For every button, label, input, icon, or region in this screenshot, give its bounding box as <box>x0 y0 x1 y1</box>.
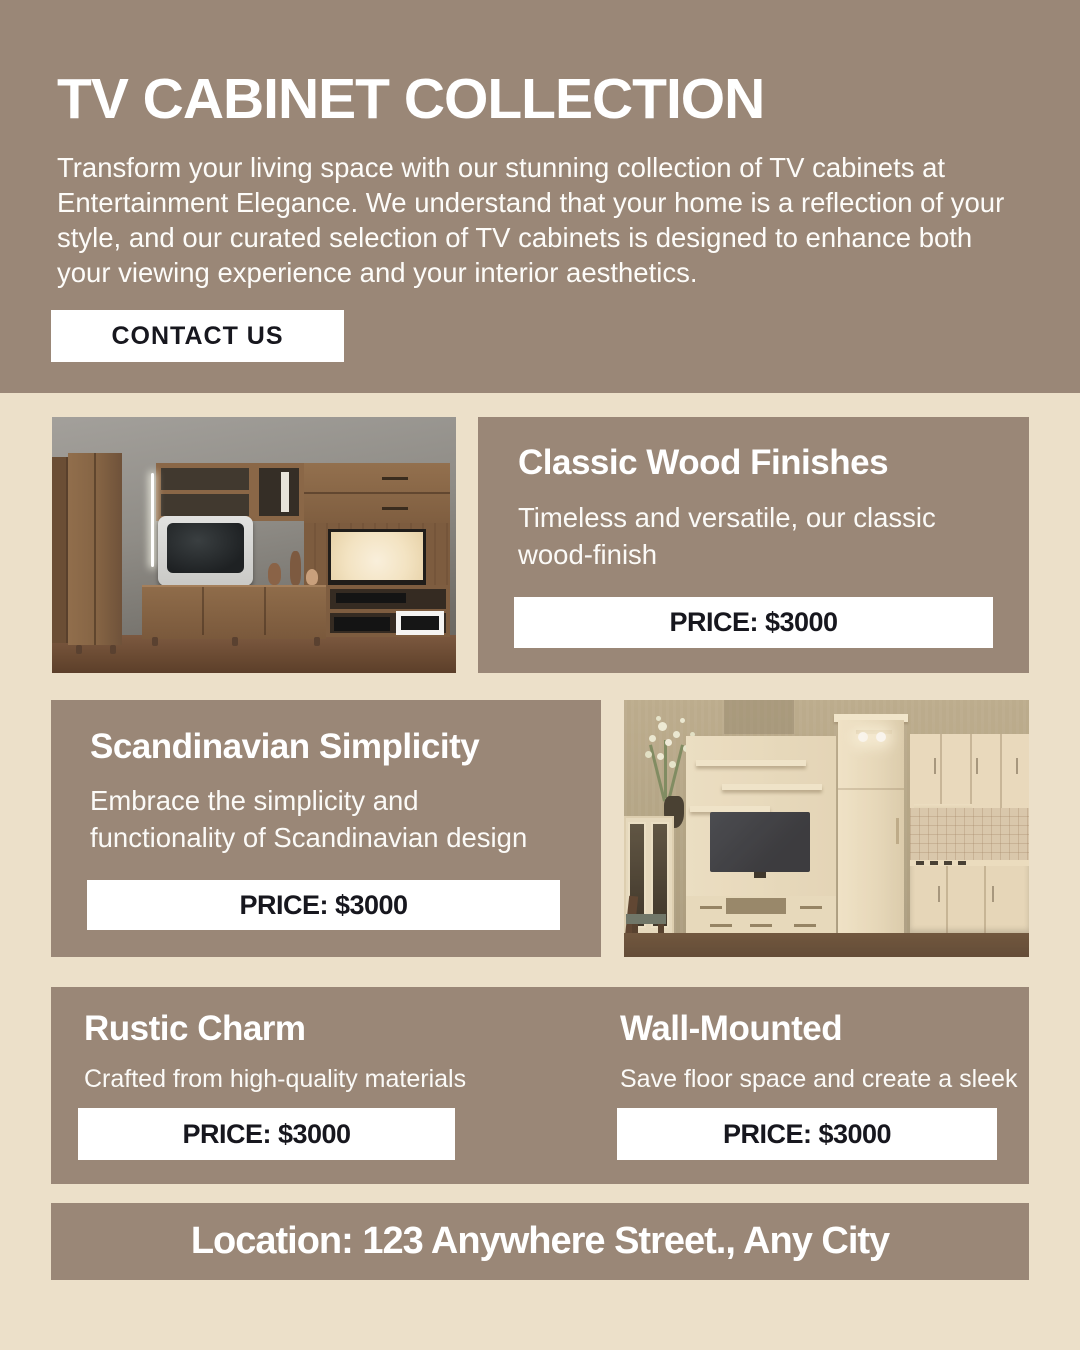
decor-shape <box>202 587 204 635</box>
location-bar <box>51 1203 1029 1280</box>
decor-shape <box>992 886 994 902</box>
decor-shape <box>838 788 904 790</box>
decor-shape <box>934 758 936 774</box>
photo-light-glow <box>876 732 886 742</box>
product-description: Save floor space and create a sleek <box>620 1065 1018 1093</box>
decor-shape <box>940 734 942 808</box>
photo-light-glow <box>858 732 868 742</box>
photo-flower-stems <box>664 740 667 798</box>
decor-shape <box>626 914 666 924</box>
decor-shape <box>976 758 978 774</box>
decor-shape <box>800 906 822 909</box>
product-title: Rustic Charm <box>84 1009 306 1048</box>
classic-wood-photo <box>52 417 456 673</box>
photo-cabinet-edge <box>52 457 68 643</box>
decor-shape <box>970 734 972 808</box>
product-description: Crafted from high-quality materials <box>84 1065 467 1093</box>
decor-shape <box>156 490 254 494</box>
photo-tall-cabinet <box>838 720 904 936</box>
photo-shelf <box>696 760 806 766</box>
decor-shape <box>382 477 408 480</box>
price-badge: PRICE: $3000 <box>87 880 560 930</box>
decor-shape <box>726 898 786 914</box>
product-title: Scandinavian Simplicity <box>90 727 480 766</box>
decor-shape <box>1016 758 1018 774</box>
photo-mosaic-backsplash <box>910 808 1029 862</box>
bottom-products-panel <box>51 987 1029 1184</box>
decor-shape <box>651 822 669 928</box>
photo-cooktop <box>916 861 972 865</box>
decor-shape <box>710 924 732 927</box>
photo-flat-tv-screen <box>331 532 423 580</box>
scandinavian-photo <box>624 700 1029 957</box>
decor-shape <box>76 645 82 654</box>
classic-wood-card <box>478 417 1029 673</box>
photo-shelf <box>722 784 822 790</box>
decor-shape <box>232 637 238 646</box>
photo-vase <box>290 551 301 585</box>
decor-shape <box>110 645 116 654</box>
photo-vase <box>268 563 281 585</box>
decor-shape <box>938 886 940 902</box>
decor-shape <box>382 507 408 510</box>
product-title: Wall-Mounted <box>620 1009 843 1048</box>
photo-av-device <box>336 593 406 603</box>
decor-shape <box>794 924 816 927</box>
photo-floor <box>624 933 1029 957</box>
product-description: Embrace the simplicity and functionality of Scandinavian design <box>90 785 528 853</box>
decor-shape <box>281 472 289 512</box>
photo-cubby <box>254 463 304 521</box>
decor-shape <box>984 866 986 936</box>
decor-shape <box>724 700 794 734</box>
decor-shape <box>754 872 766 878</box>
intro-text: Transform your living space with our stunning collection of TV cabinets at Entertainment Elegance. We understand that your home is a reflection of your style, and our curated selection of TV cabinets is designed to enhance both your viewing experience and your interior aesthetics. <box>57 152 1005 288</box>
decor-shape <box>152 637 158 646</box>
header <box>0 0 1080 393</box>
page-title: TV CABINET COLLECTION <box>57 67 765 131</box>
price-badge: PRICE: $3000 <box>514 597 993 648</box>
product-description: Timeless and versatile, our classic wood-finish <box>518 502 936 570</box>
decor-shape <box>750 924 772 927</box>
price-badge: PRICE: $3000 <box>78 1108 455 1160</box>
decor-shape <box>401 616 439 630</box>
decor-shape <box>1000 734 1002 808</box>
product-title: Classic Wood Finishes <box>518 443 889 482</box>
photo-vase <box>306 569 318 585</box>
decor-shape <box>314 637 320 646</box>
photo-sideboard <box>142 585 326 639</box>
price-badge: PRICE: $3000 <box>617 1108 997 1160</box>
decor-shape <box>304 492 450 494</box>
decor-shape <box>700 906 722 909</box>
scandinavian-card <box>51 700 601 957</box>
photo-flowers <box>658 722 667 731</box>
decor-shape <box>264 587 266 635</box>
photo-av-device <box>334 617 390 631</box>
photo-kitchen-lower-cabinets <box>910 866 1029 936</box>
photo-wall-tv <box>710 812 810 872</box>
decor-shape <box>94 453 96 645</box>
contact-us-button[interactable]: CONTACT US <box>51 310 344 362</box>
decor-shape <box>896 818 899 844</box>
photo-crt-screen <box>167 523 244 573</box>
location-text: Location: 123 Anywhere Street., Any City <box>190 1220 890 1262</box>
decor-shape <box>946 866 948 936</box>
photo-light-strip <box>151 473 154 567</box>
